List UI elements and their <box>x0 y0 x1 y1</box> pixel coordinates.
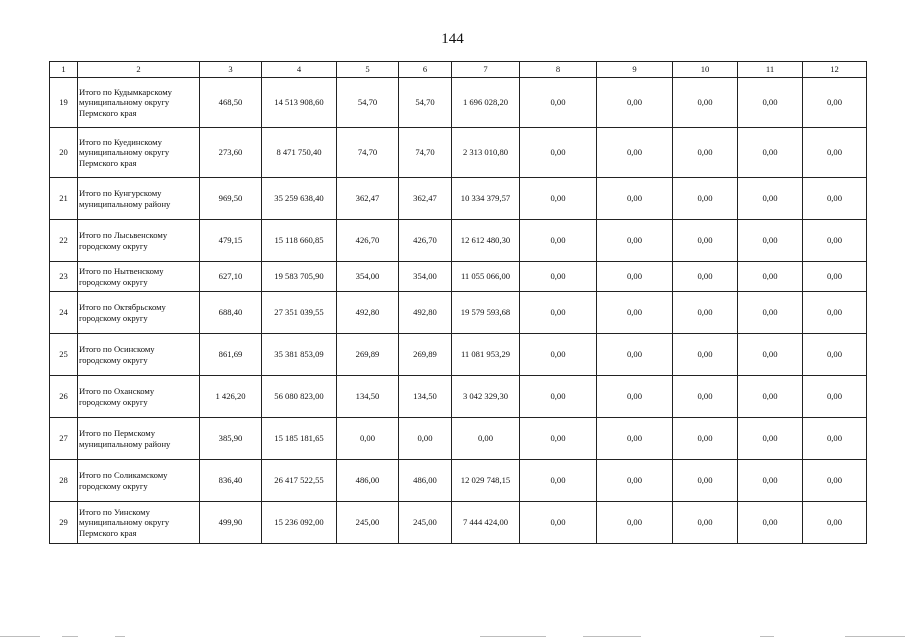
value-col-7: 19 579 593,68 <box>452 292 520 334</box>
value-col-5: 362,47 <box>337 178 399 220</box>
municipality-name: Итого по Нытвенскому городскому округу <box>78 262 200 292</box>
table-row <box>50 418 867 460</box>
value-col-4: 15 185 181,65 <box>262 418 337 460</box>
value-col-3: 499,90 <box>200 502 262 544</box>
value-col-12: 0,00 <box>803 502 867 544</box>
value-col-9: 0,00 <box>597 262 673 292</box>
column-header: 5 <box>337 62 399 78</box>
value-col-4: 35 381 853,09 <box>262 334 337 376</box>
value-col-4: 56 080 823,00 <box>262 376 337 418</box>
value-col-6: 54,70 <box>399 78 452 128</box>
column-header: 8 <box>520 62 597 78</box>
value-col-8: 0,00 <box>520 418 597 460</box>
column-header: 7 <box>452 62 520 78</box>
value-col-6: 269,89 <box>399 334 452 376</box>
table-row <box>50 502 867 544</box>
footer-rule <box>115 636 125 637</box>
value-col-5: 0,00 <box>337 418 399 460</box>
municipality-name: Итого по Осинскому городскому округу <box>78 334 200 376</box>
value-col-5: 245,00 <box>337 502 399 544</box>
footer-rule <box>760 636 774 637</box>
value-col-12: 0,00 <box>803 418 867 460</box>
value-col-6: 0,00 <box>399 418 452 460</box>
value-col-10: 0,00 <box>673 128 738 178</box>
row-number: 22 <box>50 220 78 262</box>
value-col-6: 492,80 <box>399 292 452 334</box>
value-col-9: 0,00 <box>597 128 673 178</box>
value-col-4: 27 351 039,55 <box>262 292 337 334</box>
data-table <box>49 61 867 544</box>
value-col-9: 0,00 <box>597 376 673 418</box>
footer-rule <box>62 636 78 637</box>
value-col-4: 15 118 660,85 <box>262 220 337 262</box>
value-col-4: 26 417 522,55 <box>262 460 337 502</box>
value-col-5: 134,50 <box>337 376 399 418</box>
value-col-11: 0,00 <box>738 292 803 334</box>
value-col-7: 7 444 424,00 <box>452 502 520 544</box>
value-col-7: 12 029 748,15 <box>452 460 520 502</box>
value-col-9: 0,00 <box>597 178 673 220</box>
table-row <box>50 334 867 376</box>
value-col-9: 0,00 <box>597 334 673 376</box>
value-col-8: 0,00 <box>520 502 597 544</box>
page-number: 144 <box>441 31 464 47</box>
value-col-12: 0,00 <box>803 262 867 292</box>
value-col-10: 0,00 <box>673 178 738 220</box>
value-col-8: 0,00 <box>520 220 597 262</box>
table-row <box>50 460 867 502</box>
value-col-8: 0,00 <box>520 376 597 418</box>
column-header: 11 <box>738 62 803 78</box>
row-number: 21 <box>50 178 78 220</box>
table-row <box>50 128 867 178</box>
value-col-10: 0,00 <box>673 220 738 262</box>
value-col-5: 426,70 <box>337 220 399 262</box>
value-col-6: 134,50 <box>399 376 452 418</box>
value-col-4: 8 471 750,40 <box>262 128 337 178</box>
value-col-8: 0,00 <box>520 292 597 334</box>
value-col-9: 0,00 <box>597 220 673 262</box>
footer-rule <box>480 636 546 637</box>
value-col-11: 0,00 <box>738 128 803 178</box>
value-col-5: 74,70 <box>337 128 399 178</box>
value-col-3: 468,50 <box>200 78 262 128</box>
row-number: 28 <box>50 460 78 502</box>
table-row <box>50 178 867 220</box>
row-number: 23 <box>50 262 78 292</box>
value-col-3: 385,90 <box>200 418 262 460</box>
value-col-8: 0,00 <box>520 178 597 220</box>
column-header: 9 <box>597 62 673 78</box>
value-col-9: 0,00 <box>597 460 673 502</box>
value-col-7: 3 042 329,30 <box>452 376 520 418</box>
value-col-3: 688,40 <box>200 292 262 334</box>
value-col-8: 0,00 <box>520 128 597 178</box>
value-col-5: 486,00 <box>337 460 399 502</box>
value-col-3: 861,69 <box>200 334 262 376</box>
column-header: 4 <box>262 62 337 78</box>
value-col-11: 0,00 <box>738 376 803 418</box>
value-col-10: 0,00 <box>673 502 738 544</box>
value-col-5: 54,70 <box>337 78 399 128</box>
table-row <box>50 220 867 262</box>
value-col-10: 0,00 <box>673 334 738 376</box>
value-col-7: 1 696 028,20 <box>452 78 520 128</box>
row-number: 20 <box>50 128 78 178</box>
value-col-8: 0,00 <box>520 334 597 376</box>
header-row <box>50 62 867 78</box>
value-col-11: 0,00 <box>738 460 803 502</box>
value-col-11: 0,00 <box>738 502 803 544</box>
municipality-name: Итого по Лысьвенскому городскому округу <box>78 220 200 262</box>
value-col-7: 11 055 066,00 <box>452 262 520 292</box>
column-header: 12 <box>803 62 867 78</box>
footer-rule <box>0 636 40 637</box>
value-col-11: 0,00 <box>738 418 803 460</box>
row-number: 29 <box>50 502 78 544</box>
value-col-6: 354,00 <box>399 262 452 292</box>
municipality-name: Итого по Кунгурскому муниципальному району <box>78 178 200 220</box>
value-col-10: 0,00 <box>673 78 738 128</box>
column-header: 3 <box>200 62 262 78</box>
value-col-3: 479,15 <box>200 220 262 262</box>
table-row <box>50 78 867 128</box>
value-col-3: 1 426,20 <box>200 376 262 418</box>
value-col-7: 2 313 010,80 <box>452 128 520 178</box>
row-number: 24 <box>50 292 78 334</box>
column-header: 6 <box>399 62 452 78</box>
value-col-6: 245,00 <box>399 502 452 544</box>
value-col-5: 354,00 <box>337 262 399 292</box>
value-col-7: 12 612 480,30 <box>452 220 520 262</box>
value-col-5: 269,89 <box>337 334 399 376</box>
value-col-11: 0,00 <box>738 220 803 262</box>
value-col-4: 14 513 908,60 <box>262 78 337 128</box>
value-col-6: 486,00 <box>399 460 452 502</box>
value-col-12: 0,00 <box>803 128 867 178</box>
municipality-name: Итого по Соликамскому городскому округу <box>78 460 200 502</box>
value-col-5: 492,80 <box>337 292 399 334</box>
table-body <box>50 78 867 544</box>
value-col-10: 0,00 <box>673 262 738 292</box>
value-col-4: 19 583 705,90 <box>262 262 337 292</box>
value-col-10: 0,00 <box>673 418 738 460</box>
value-col-3: 273,60 <box>200 128 262 178</box>
table-row <box>50 376 867 418</box>
value-col-4: 35 259 638,40 <box>262 178 337 220</box>
footer-rule <box>845 636 905 637</box>
value-col-10: 0,00 <box>673 460 738 502</box>
value-col-8: 0,00 <box>520 78 597 128</box>
municipality-name: Итого по Оханскому городскому округу <box>78 376 200 418</box>
value-col-12: 0,00 <box>803 178 867 220</box>
table-row <box>50 262 867 292</box>
value-col-4: 15 236 092,00 <box>262 502 337 544</box>
row-number: 26 <box>50 376 78 418</box>
value-col-9: 0,00 <box>597 292 673 334</box>
column-header: 10 <box>673 62 738 78</box>
footer-rule <box>583 636 641 637</box>
value-col-7: 0,00 <box>452 418 520 460</box>
row-number: 25 <box>50 334 78 376</box>
value-col-11: 0,00 <box>738 78 803 128</box>
value-col-12: 0,00 <box>803 220 867 262</box>
value-col-7: 10 334 379,57 <box>452 178 520 220</box>
value-col-11: 0,00 <box>738 334 803 376</box>
value-col-9: 0,00 <box>597 502 673 544</box>
value-col-3: 627,10 <box>200 262 262 292</box>
value-col-12: 0,00 <box>803 460 867 502</box>
value-col-10: 0,00 <box>673 376 738 418</box>
value-col-12: 0,00 <box>803 334 867 376</box>
value-col-12: 0,00 <box>803 78 867 128</box>
row-number: 19 <box>50 78 78 128</box>
value-col-9: 0,00 <box>597 418 673 460</box>
value-col-7: 11 081 953,29 <box>452 334 520 376</box>
value-col-12: 0,00 <box>803 376 867 418</box>
value-col-6: 362,47 <box>399 178 452 220</box>
value-col-8: 0,00 <box>520 262 597 292</box>
municipality-name: Итого по Пермскому муниципальному району <box>78 418 200 460</box>
table-row <box>50 292 867 334</box>
value-col-10: 0,00 <box>673 292 738 334</box>
column-header: 1 <box>50 62 78 78</box>
value-col-11: 0,00 <box>738 178 803 220</box>
column-header: 2 <box>78 62 200 78</box>
value-col-12: 0,00 <box>803 292 867 334</box>
municipality-name: Итого по Уинскому муниципальному округу Пермского края <box>78 502 200 544</box>
municipality-name: Итого по Куединскому муниципальному округу Пермского края <box>78 128 200 178</box>
value-col-9: 0,00 <box>597 78 673 128</box>
value-col-11: 0,00 <box>738 262 803 292</box>
value-col-6: 426,70 <box>399 220 452 262</box>
row-number: 27 <box>50 418 78 460</box>
value-col-8: 0,00 <box>520 460 597 502</box>
value-col-3: 969,50 <box>200 178 262 220</box>
value-col-6: 74,70 <box>399 128 452 178</box>
municipality-name: Итого по Кудымкарскому муниципальному округу Пермского края <box>78 78 200 128</box>
value-col-3: 836,40 <box>200 460 262 502</box>
municipality-name: Итого по Октябрьскому городскому округу <box>78 292 200 334</box>
